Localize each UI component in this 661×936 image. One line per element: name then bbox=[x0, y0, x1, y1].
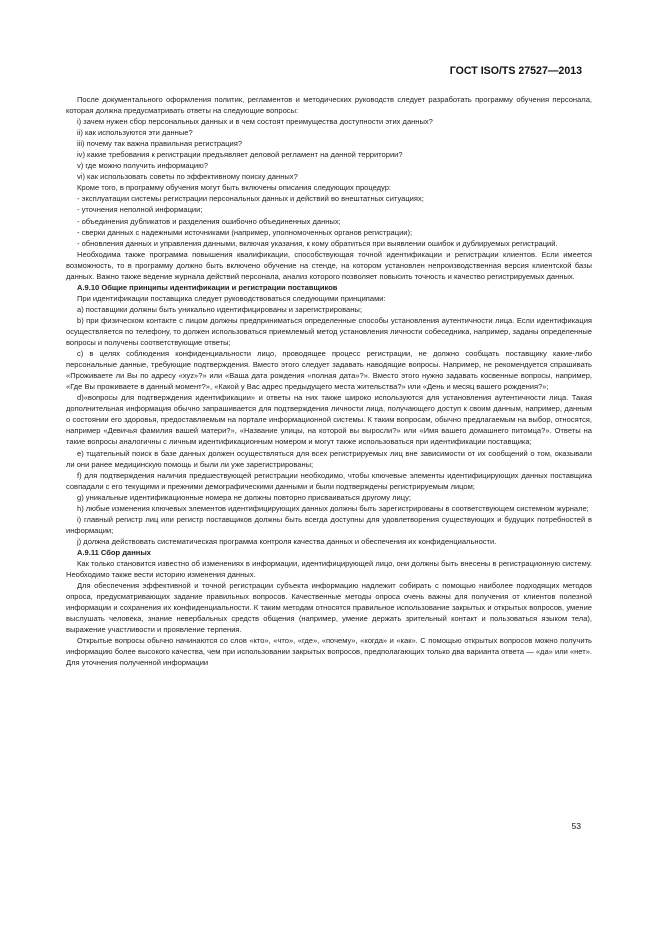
list-item: - уточнения неполной информации; bbox=[77, 205, 203, 215]
paragraph: e) тщательный поиск в базе данных должен осуществляться для всех регистрируемых лиц вне зависимости от их сообщений о том, оказывали ли они ранее медицинскую помощь и были ли уже зарегистрированы; bbox=[66, 448, 592, 469]
paragraph: f) для подтверждения наличия предшествующей регистрации необходимо, чтобы ключевые элементы идентифицирующих данных поставщика совпадали с его текущими и прежними демографическими данными и были подтверждены регистрируемым лицом; bbox=[66, 470, 592, 491]
paragraph: Как только становится известно об изменениях в информации, идентифицирующей лицо, они должны быть внесены в регистрационную систему. Необходимо также вести историю изменения данных. bbox=[66, 558, 592, 580]
list-item: i) зачем нужен сбор персональных данных и в чем состоят преимущества доступности этих данных? bbox=[77, 117, 433, 127]
list-item: v) где можно получить информацию? bbox=[77, 161, 209, 171]
paragraph: b) при физическом контакте с лицом должны предприниматься определенные способы установления аутентичности лица. Если идентификация осуществляется по телефону, то должен использоваться приемлемый метод установления личности собеседника, например, заданы определенные вопросы и получены соответствующие ответы; bbox=[66, 315, 592, 348]
list-item: g) уникальные идентификационные номера не должны повторно присваиваться другому лицу; bbox=[77, 492, 411, 502]
paragraph: Необходима также программа повышения квалификации, способствующая точной идентификации и регистрации клиентов. Если имеется возможность, то в программу должно быть включено обучение на стенде, на котором установлен непроизводственная версия клиентской базы данных. Важно также ведение журнала действий персонала, анализ которого позволяет повысить точность и качество регистрируемых данных. bbox=[66, 249, 592, 281]
section-heading: А.9.11 Сбор данных bbox=[77, 547, 151, 557]
document-code-header: ГОСТ ISO/TS 27527—2013 bbox=[449, 65, 582, 77]
paragraph: j) должна действовать систематическая программа контроля качества данных и обеспечения их конфиденциальности. bbox=[77, 536, 497, 546]
list-item: iv) какие требования к регистрации предъявляет деловой регламент на данной территории? bbox=[77, 150, 403, 160]
document-body bbox=[66, 94, 592, 668]
list-item: - сверки данных с надежными источниками (например, уполномоченных органов регистрации); bbox=[77, 227, 413, 237]
paragraph: Для обеспечения эффективной и точной регистрации субъекта информацию надлежит собирать с помощью наиболее подходящих методов опроса, предусматривающих задание правильных вопросов. Качественные методы опроса очень важны для получения от клиентов полезной информации и сохранения их конфиденциальности. К таким методам относятся правильное использование закрытых и открытых вопросов, умение выслушать человека, знание невербальных средств общения (например, умение держать зрительный контакт и пользоваться языком тела), выражение участливости и проявление терпения. bbox=[66, 581, 592, 635]
paragraph: h) любые изменения ключевых элементов идентифицирующих данных должны быть зарегистрированы в соответствующем системном журнале; bbox=[77, 503, 589, 513]
list-item: a) поставщики должны быть уникально идентифицированы и зарегистрированы; bbox=[77, 304, 362, 314]
list-item: iii) почему так важна правильная регистрация? bbox=[77, 139, 243, 149]
paragraph: Кроме того, в программу обучения могут быть включены описания следующих процедур: bbox=[77, 183, 392, 193]
list-item: ii) как используются эти данные? bbox=[77, 128, 193, 138]
paragraph: После документального оформления политик, регламентов и методических руководств следует разработать программу обучения персонала, которая должна предусматривать ответы на следующие вопросы: bbox=[66, 95, 592, 116]
page-number: 53 bbox=[571, 821, 581, 831]
paragraph: c) в целях соблюдения конфиденциальности лицо, проводящее процесс регистрации, не должно сообщать поставщику какие-либо персональные данные, требующие подтверждения. Вместо этого следует задавать наводящие вопросы. Например, не рекомендуется спрашивать «Проживаете ли Вы по адресу «xyz»?» или «Ваша дата рождения «полная дата»?». Вместо этого нужно задавать косвенные вопросы, например, «Где Вы проживаете в данный момент?», «Какой у Вас адрес предыдущего места жительства?» или «День и месяц вашего рождения?»; bbox=[66, 349, 592, 392]
paragraph: - обновления данных и управления данными, включая указания, к кому обратиться при выявлении ошибок и дублируемых регистраций. bbox=[77, 238, 558, 248]
paragraph: d)«вопросы для подтверждения идентификации» и ответы на них также широко используются для установления аутентичности лица. Такая дополнительная информация обычно запрашивается для подтверждения личности лица, получающего доступ к своим данным, например, данным о состоянии его здоровья, предоставляемым на портале информационной системы. К таким вопросам, обычно предлагаемым на выбор, относятся, например «Девичья фамилия вашей матери?», «Название улицы, на которой вы выросли?» или «Имя вашего домашнего питомца?». Ответы на такие вопросы аналогичны с личным идентификационным номером и могут также использоваться при идентификации поставщика; bbox=[66, 393, 592, 447]
section-heading: А.9.10 Общие принципы идентификации и регистрации поставщиков bbox=[77, 282, 338, 292]
paragraph: Открытые вопросы обычно начинаются со слов «кто», «что», «где», «почему», «когда» и «как». С помощью открытых вопросов можно получить информацию более высокого качества, чем при использовании закрытых вопросов, предполагающих только два варианта ответа — «да» или «нет». Для уточнения полученной информации bbox=[66, 636, 592, 668]
list-item: - объединения дубликатов и разделения ошибочно объединенных данных; bbox=[77, 216, 341, 226]
list-item: - эксплуатации системы регистрации персональных данных и действий во внештатных ситуациях; bbox=[77, 194, 424, 204]
list-item: vi) как использовать советы по эффективному поиску данных? bbox=[77, 172, 298, 182]
paragraph: i) главный регистр лиц или регистр поставщиков должны быть всегда доступны для удовлетворения существующих и будущих потребностей в информации; bbox=[66, 514, 592, 535]
paragraph: При идентификации поставщика следует руководствоваться следующими принципами: bbox=[77, 293, 386, 303]
